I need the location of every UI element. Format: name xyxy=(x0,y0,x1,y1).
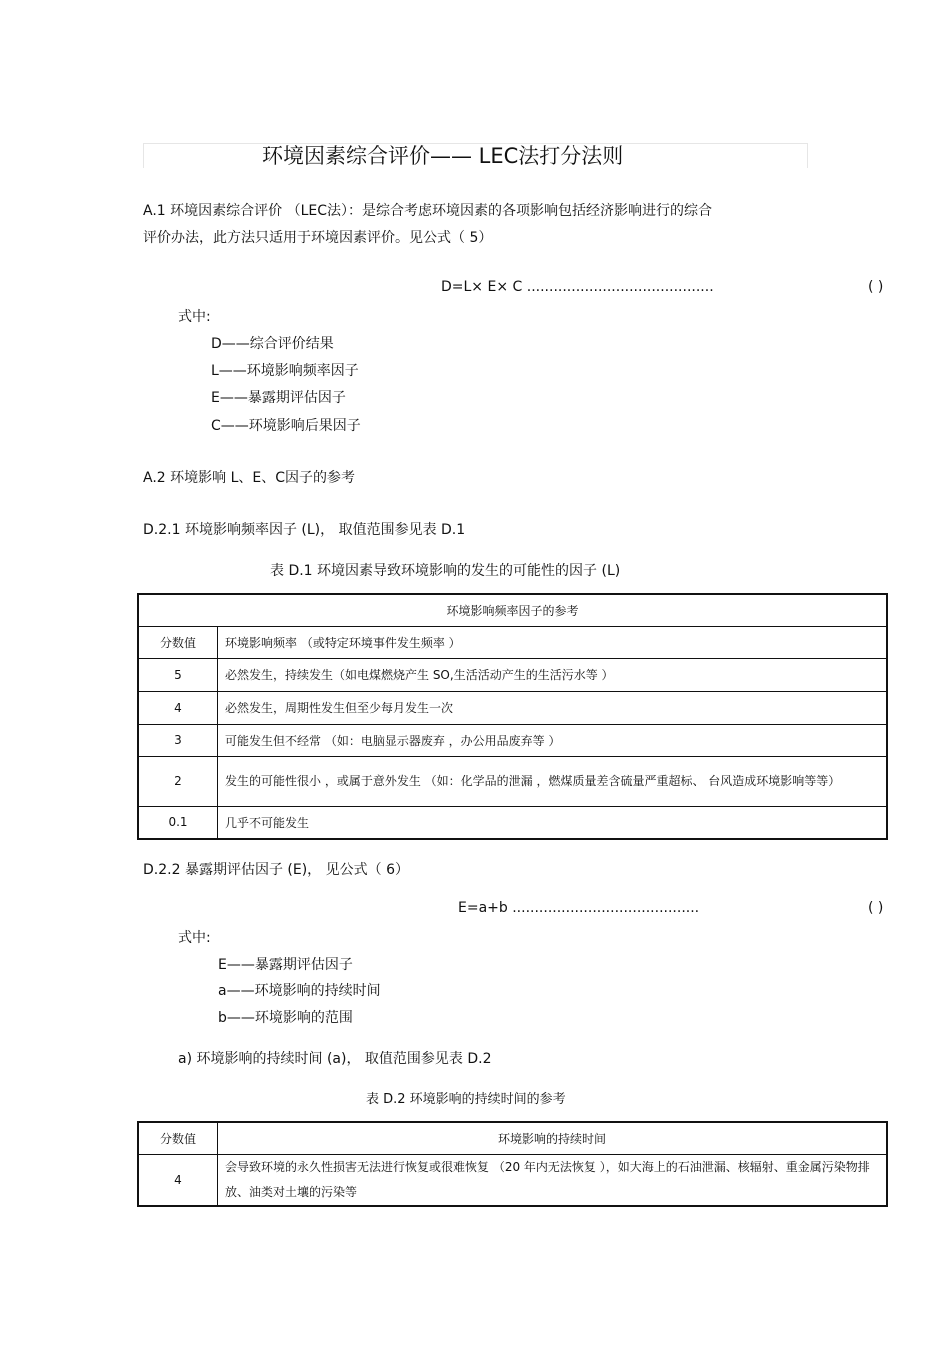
a1-line2: 评价办法，此方法只适用于环境因素评价。见公式（ 5） xyxy=(143,230,493,246)
section-d21: D.2.1 环境影响频率因子 (L)， 取值范围参见表 D.1 xyxy=(143,522,466,538)
table-row xyxy=(138,1154,887,1206)
formula-e-number: ( ) xyxy=(868,900,884,916)
formula-d-number: ( ) xyxy=(868,279,884,295)
where-label-2: 式中: xyxy=(178,930,211,946)
table1-score: 5 xyxy=(138,658,218,691)
table1-score: 3 xyxy=(138,724,218,756)
where1-item-e: E——暴露期评估因子 xyxy=(211,390,346,406)
table1-col-score: 分数值 xyxy=(138,626,218,658)
table1-text: 必然发生，周期性发生但至少每月发生一次 xyxy=(218,691,888,724)
table1-score: 4 xyxy=(138,691,218,724)
table-row xyxy=(138,806,887,839)
table2-score: 4 xyxy=(138,1154,218,1206)
table2-text: 会导致环境的永久性损害无法进行恢复或很难恢复 （20 年内无法恢复 ），如大海上的石油泄漏、核辐射、重金属污染物排放、油类对土壤的污染等 xyxy=(218,1154,888,1206)
where2-item-e: E——暴露期评估因子 xyxy=(218,957,353,973)
where1-item-d: D——综合评价结果 xyxy=(211,336,334,352)
table1-caption: 表 D.1 环境因素导致环境影响的发生的可能性的因子 (L) xyxy=(270,563,621,579)
where2-item-a: a——环境影响的持续时间 xyxy=(218,983,381,999)
table1-header: 环境影响频率因子的参考 xyxy=(138,594,887,626)
formula-e: E=a+b .......................................... xyxy=(458,900,700,916)
formula-d: D=L× E× C .......................................... xyxy=(441,279,714,295)
table-row xyxy=(138,724,887,756)
section-d22: D.2.2 暴露期评估因子 (E)， 见公式（ 6） xyxy=(143,862,409,878)
table1-text: 发生的可能性很小 ，或属于意外发生 （如：化学品的泄漏 ，燃煤质量差含硫量严重超标、 台风造成环境影响等等） xyxy=(218,756,888,806)
duration-table xyxy=(137,1121,888,1207)
table1-score: 0.1 xyxy=(138,806,218,839)
frequency-factor-table xyxy=(137,593,888,840)
a1-line1: A.1 环境因素综合评价 （LEC法）：是综合考虑环境因素的各项影响包括经济影响进行的综合 xyxy=(143,203,713,219)
where1-item-l: L——环境影响频率因子 xyxy=(211,363,359,379)
table1-col-frequency: 环境影响频率 （或特定环境事件发生频率 ） xyxy=(218,626,888,658)
table1-text: 必然发生，持续发生（如电煤燃烧产生 SO,生活活动产生的生活污水等 ） xyxy=(218,658,888,691)
table-row xyxy=(138,691,887,724)
where-label-1: 式中: xyxy=(178,309,211,325)
where2-item-b: b——环境影响的范围 xyxy=(218,1010,353,1026)
table2-caption: 表 D.2 环境影响的持续时间的参考 xyxy=(366,1092,566,1107)
section-a2: A.2 环境影响 L、E、C因子的参考 xyxy=(143,470,356,486)
where1-item-c: C——环境影响后果因子 xyxy=(211,418,361,434)
table1-score: 2 xyxy=(138,756,218,806)
table1-text: 可能发生但不经常 （如：电脑显示器废弃 ，办公用品废弃等 ） xyxy=(218,724,888,756)
table2-col-duration: 环境影响的持续时间 xyxy=(218,1122,888,1154)
table-row xyxy=(138,756,887,806)
table-row xyxy=(138,658,887,691)
table1-text: 几乎不可能发生 xyxy=(218,806,888,839)
table2-col-score: 分数值 xyxy=(138,1122,218,1154)
page-title: 环境因素综合评价—— LEC法打分法则 xyxy=(262,144,624,168)
subsection-a: a) 环境影响的持续时间 (a)， 取值范围参见表 D.2 xyxy=(178,1051,492,1067)
